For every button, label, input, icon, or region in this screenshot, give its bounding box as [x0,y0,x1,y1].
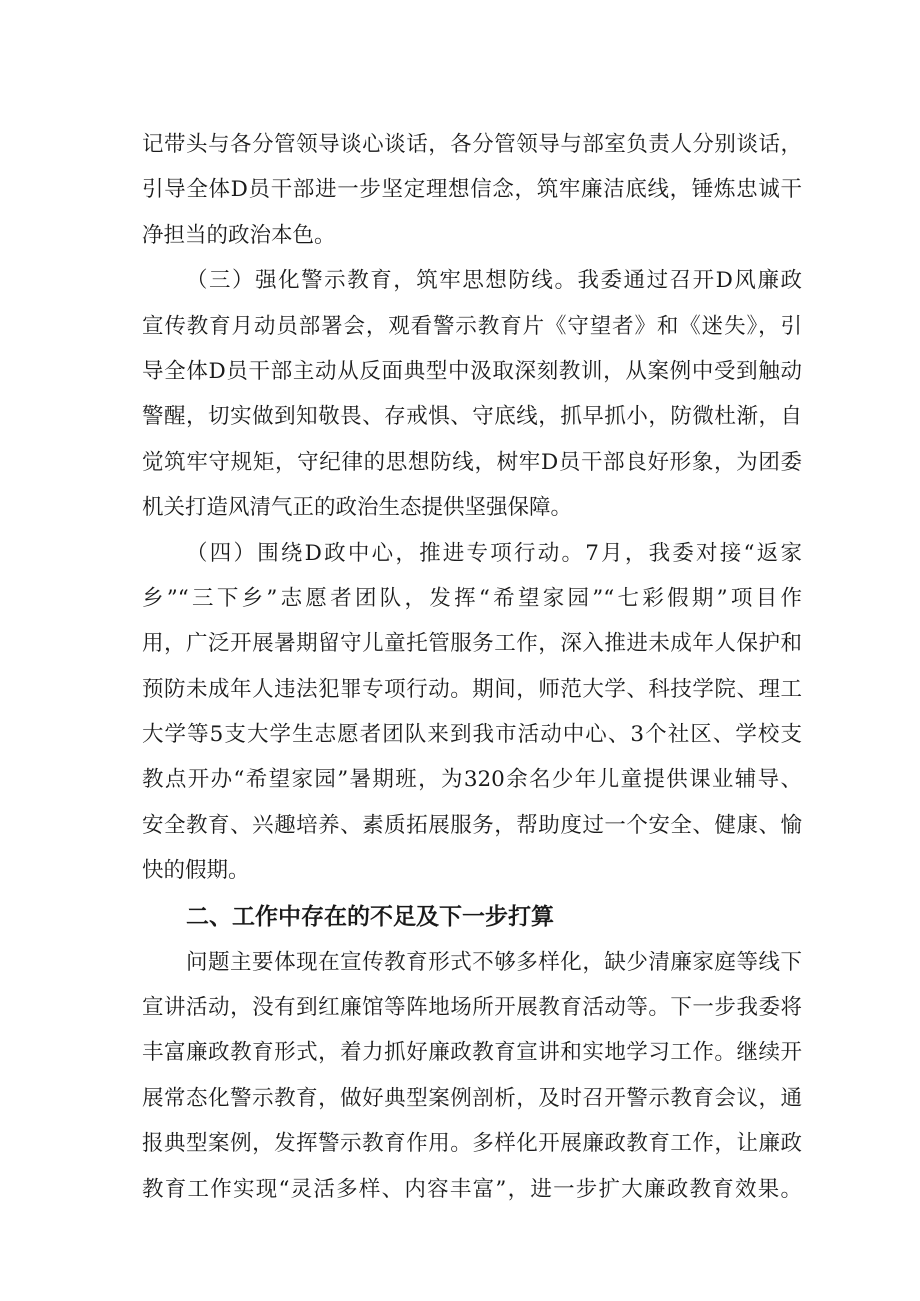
text-line: 快的假期。 [142,858,250,884]
text-line: 报典型案例，发挥警示教育作用。多样化开展廉政教育工作，让廉政 [142,1131,802,1157]
text-line: 记带头与各分管领导谈心谈话，各分管领导与部室负责人分别谈话， [142,132,802,157]
document-body [142,122,802,1212]
text-line: （四）围绕D政中心，推进专项行动。7月，我委对接“返家 [186,540,802,566]
text-line: 引导全体D员干部进一步坚定理想信念，筑牢廉洁底线，锤炼忠诚干 [142,177,802,203]
text-line: （三）强化警示教育，筑牢思想防线。我委通过召开D风廉政 [186,268,802,294]
paragraph-continuation [142,122,802,258]
text-line: 展常态化警示教育，做好典型案例剖析，及时召开警示教育会议，通 [142,1085,802,1111]
paragraph-section-3 [142,258,802,530]
text-line: 大学等5支大学生志愿者团队来到我市活动中心、3个社区、学校支 [142,722,802,748]
text-line: 预防未成年人违法犯罪专项行动。期间，师范大学、科技学院、理工 [142,676,802,702]
text-line: 警醒，切实做到知敬畏、存戒惧、守底线，抓早抓小，防微杜渐，自 [142,404,802,430]
paragraph-section-4 [142,531,802,894]
text-line: 导全体D员干部主动从反面典型中汲取深刻教训，从案例中受到触动 [142,358,802,384]
text-line: 乡”“三下乡”志愿者团队，发挥“希望家园”“七彩假期”项目作 [142,585,802,611]
text-line: 安全教育、兴趣培养、素质拓展服务，帮助度过一个安全、健康、愉 [142,812,802,838]
text-line: 机关打造风清气正的政治生态提供坚强保障。 [142,495,573,521]
text-line: 净担当的政治本色。 [142,222,336,248]
text-line: 教点开办“希望家园”暑期班，为320余名少年儿童提供课业辅导、 [142,767,802,793]
paragraph-shortcomings [142,940,802,1212]
text-line: 用，广泛开展暑期留守儿童托管服务工作，深入推进未成年人保护和 [142,631,802,657]
text-line: 丰富廉政教育形式，着力抓好廉政教育宣讲和实地学习工作。继续开 [142,1040,802,1066]
text-line: 宣传教育月动员部署会，观看警示教育片《守望者》和《迷失》，引 [142,313,802,339]
text-line: 问题主要体现在宣传教育形式不够多样化，缺少清廉家庭等线下 [186,949,802,975]
text-line: 觉筑牢守规矩，守纪律的思想防线，树牢D员干部良好形象，为团委 [142,449,802,475]
text-line: 宣讲活动，没有到红廉馆等阵地场所开展教育活动等。下一步我委将 [142,995,802,1021]
section-heading: 二、工作中存在的不足及下一步打算 [186,903,554,930]
text-line: 教育工作实现“灵活多样、内容丰富”，进一步扩大廉政教育效果。 [142,1176,802,1202]
